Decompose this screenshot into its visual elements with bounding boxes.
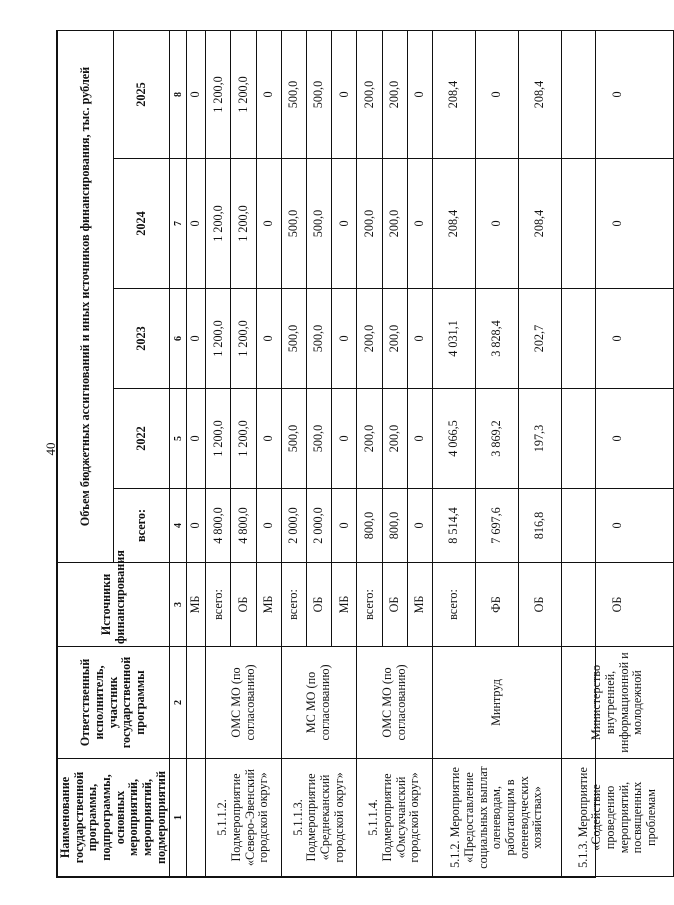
- value-cell: 200,0: [382, 389, 407, 489]
- program-name-cell: 5.1.1.3. Подмероприятие «Среднеканский городской округ»: [281, 759, 357, 877]
- header-total: всего:: [114, 489, 170, 563]
- value-cell: 0: [407, 489, 432, 563]
- table-row: [187, 31, 206, 877]
- column-number: 7: [170, 159, 187, 289]
- executor-cell: ОМС МО (по согласованию): [357, 647, 433, 759]
- value-cell: 200,0: [357, 159, 382, 289]
- value-cell: 3 828,4: [476, 289, 519, 389]
- column-number: 5: [170, 389, 187, 489]
- value-cell: 8 514,4: [433, 489, 476, 563]
- value-cell: 0: [476, 31, 519, 159]
- financing-table: [57, 30, 674, 877]
- value-cell: 208,4: [519, 31, 562, 159]
- value-cell: 200,0: [357, 389, 382, 489]
- value-cell: 200,0: [357, 289, 382, 389]
- value-cell: 208,4: [519, 159, 562, 289]
- value-cell: 0: [187, 289, 206, 389]
- header-name: Наименование государственной программы, подпрограммы, основных мероприятий, мероприятий, подмероприятий: [58, 759, 170, 877]
- column-number: 6: [170, 289, 187, 389]
- table-row: [281, 31, 306, 877]
- header-executor: Ответственный исполнитель, участник государственной программы: [58, 647, 170, 759]
- value-cell: 3 869,2: [476, 389, 519, 489]
- header-source: Источники финансирования: [58, 563, 170, 647]
- value-cell: 0: [332, 289, 357, 389]
- value-cell: 0: [332, 159, 357, 289]
- value-cell: 4 031,1: [433, 289, 476, 389]
- source-cell: ОБ: [382, 563, 407, 647]
- value-cell: 1 200,0: [231, 289, 256, 389]
- source-cell: МБ: [256, 563, 281, 647]
- table-header: [58, 31, 170, 877]
- value-cell: 1 200,0: [206, 159, 231, 289]
- value-cell: 2 000,0: [281, 489, 306, 563]
- source-cell: всего:: [281, 563, 306, 647]
- value-cell: 4 800,0: [231, 489, 256, 563]
- value-cell: 0: [407, 159, 432, 289]
- source-cell: всего:: [433, 563, 476, 647]
- value-cell: 202,7: [519, 289, 562, 389]
- header-2025: 2025: [114, 31, 170, 159]
- value-cell: 0: [187, 159, 206, 289]
- table-row: [357, 31, 382, 877]
- value-cell: 0: [256, 289, 281, 389]
- value-cell: 0: [332, 389, 357, 489]
- value-cell: 500,0: [281, 289, 306, 389]
- source-cell: всего:: [206, 563, 231, 647]
- value-cell: 0: [562, 31, 674, 159]
- program-name-cell: 5.1.2. Мероприятие «Предоставление социальных выплат оленеводам, работающим в оленеводческих хозяйствах»: [433, 759, 562, 877]
- table-row: [562, 31, 674, 877]
- executor-cell: Минтруд: [433, 647, 562, 759]
- value-cell: 0: [187, 389, 206, 489]
- value-cell: 1 200,0: [231, 389, 256, 489]
- column-number: 1: [170, 759, 187, 877]
- value-cell: 500,0: [281, 31, 306, 159]
- value-cell: 200,0: [382, 159, 407, 289]
- value-cell: 0: [256, 31, 281, 159]
- source-cell: ОБ: [307, 563, 332, 647]
- source-cell: МБ: [187, 563, 206, 647]
- value-cell: 0: [256, 489, 281, 563]
- empty-cell: [187, 759, 206, 877]
- value-cell: 4 800,0: [206, 489, 231, 563]
- source-cell: ФБ: [476, 563, 519, 647]
- value-cell: 200,0: [382, 31, 407, 159]
- value-cell: 800,0: [357, 489, 382, 563]
- header-2022: 2022: [114, 389, 170, 489]
- value-cell: 0: [562, 289, 674, 389]
- value-cell: 0: [256, 159, 281, 289]
- header-row: [58, 31, 114, 877]
- value-cell: 1 200,0: [231, 159, 256, 289]
- value-cell: 500,0: [307, 159, 332, 289]
- value-cell: 500,0: [307, 289, 332, 389]
- value-cell: 208,4: [433, 159, 476, 289]
- column-number: 8: [170, 31, 187, 159]
- value-cell: 500,0: [281, 159, 306, 289]
- column-number: 4: [170, 489, 187, 563]
- source-cell: ОБ: [231, 563, 256, 647]
- source-cell: МБ: [407, 563, 432, 647]
- value-cell: 1 200,0: [231, 31, 256, 159]
- column-number: 2: [170, 647, 187, 759]
- value-cell: 0: [187, 31, 206, 159]
- table-row: [433, 31, 476, 877]
- value-cell: 0: [476, 159, 519, 289]
- header-volume: Объем бюджетных ассигнований и иных источников финансирования, тыс. рублей: [58, 31, 114, 563]
- value-cell: 816,8: [519, 489, 562, 563]
- value-cell: 500,0: [307, 389, 332, 489]
- column-number-row: [170, 31, 187, 877]
- source-cell: ОБ: [519, 563, 562, 647]
- value-cell: 0: [562, 159, 674, 289]
- value-cell: 0: [187, 489, 206, 563]
- table-row: [206, 31, 231, 877]
- value-cell: 4 066,5: [433, 389, 476, 489]
- executor-cell: МС МО (по согласованию): [281, 647, 357, 759]
- value-cell: 1 200,0: [206, 389, 231, 489]
- table-wrapper: [57, 31, 658, 877]
- value-cell: 200,0: [382, 289, 407, 389]
- value-cell: 2 000,0: [307, 489, 332, 563]
- value-cell: 1 200,0: [206, 289, 231, 389]
- column-number: 3: [170, 563, 187, 647]
- value-cell: 500,0: [281, 389, 306, 489]
- value-cell: 0: [562, 389, 674, 489]
- program-name-cell: 5.1.1.4. Подмероприятие «Омсукчанский городской округ»: [357, 759, 433, 877]
- value-cell: 7 697,6: [476, 489, 519, 563]
- value-cell: 0: [407, 289, 432, 389]
- source-cell: МБ: [332, 563, 357, 647]
- program-name-cell: 5.1.1.2. Подмероприятие «Северо-Эвенский городской округ»: [206, 759, 282, 877]
- header-2023: 2023: [114, 289, 170, 389]
- header-2024: 2024: [114, 159, 170, 289]
- value-cell: 0: [256, 389, 281, 489]
- source-cell: ОБ: [562, 563, 674, 647]
- value-cell: 500,0: [307, 31, 332, 159]
- program-name-cell: 5.1.3. Мероприятие «Содействие проведению мероприятий, посвященных проблемам: [562, 759, 674, 877]
- value-cell: 0: [562, 489, 674, 563]
- value-cell: 0: [407, 31, 432, 159]
- value-cell: 800,0: [382, 489, 407, 563]
- rotated-table-frame: [56, 30, 658, 878]
- table-body: [170, 31, 674, 877]
- executor-cell: ОМС МО (по согласованию): [206, 647, 282, 759]
- source-cell: всего:: [357, 563, 382, 647]
- empty-cell: [187, 647, 206, 759]
- value-cell: 200,0: [357, 31, 382, 159]
- value-cell: 1 200,0: [206, 31, 231, 159]
- executor-cell: Министерство внутренней, информационной и молодежной: [562, 647, 674, 759]
- value-cell: 208,4: [433, 31, 476, 159]
- page-number: 40: [43, 442, 58, 456]
- value-cell: 0: [407, 389, 432, 489]
- value-cell: 0: [332, 31, 357, 159]
- value-cell: 0: [332, 489, 357, 563]
- value-cell: 197,3: [519, 389, 562, 489]
